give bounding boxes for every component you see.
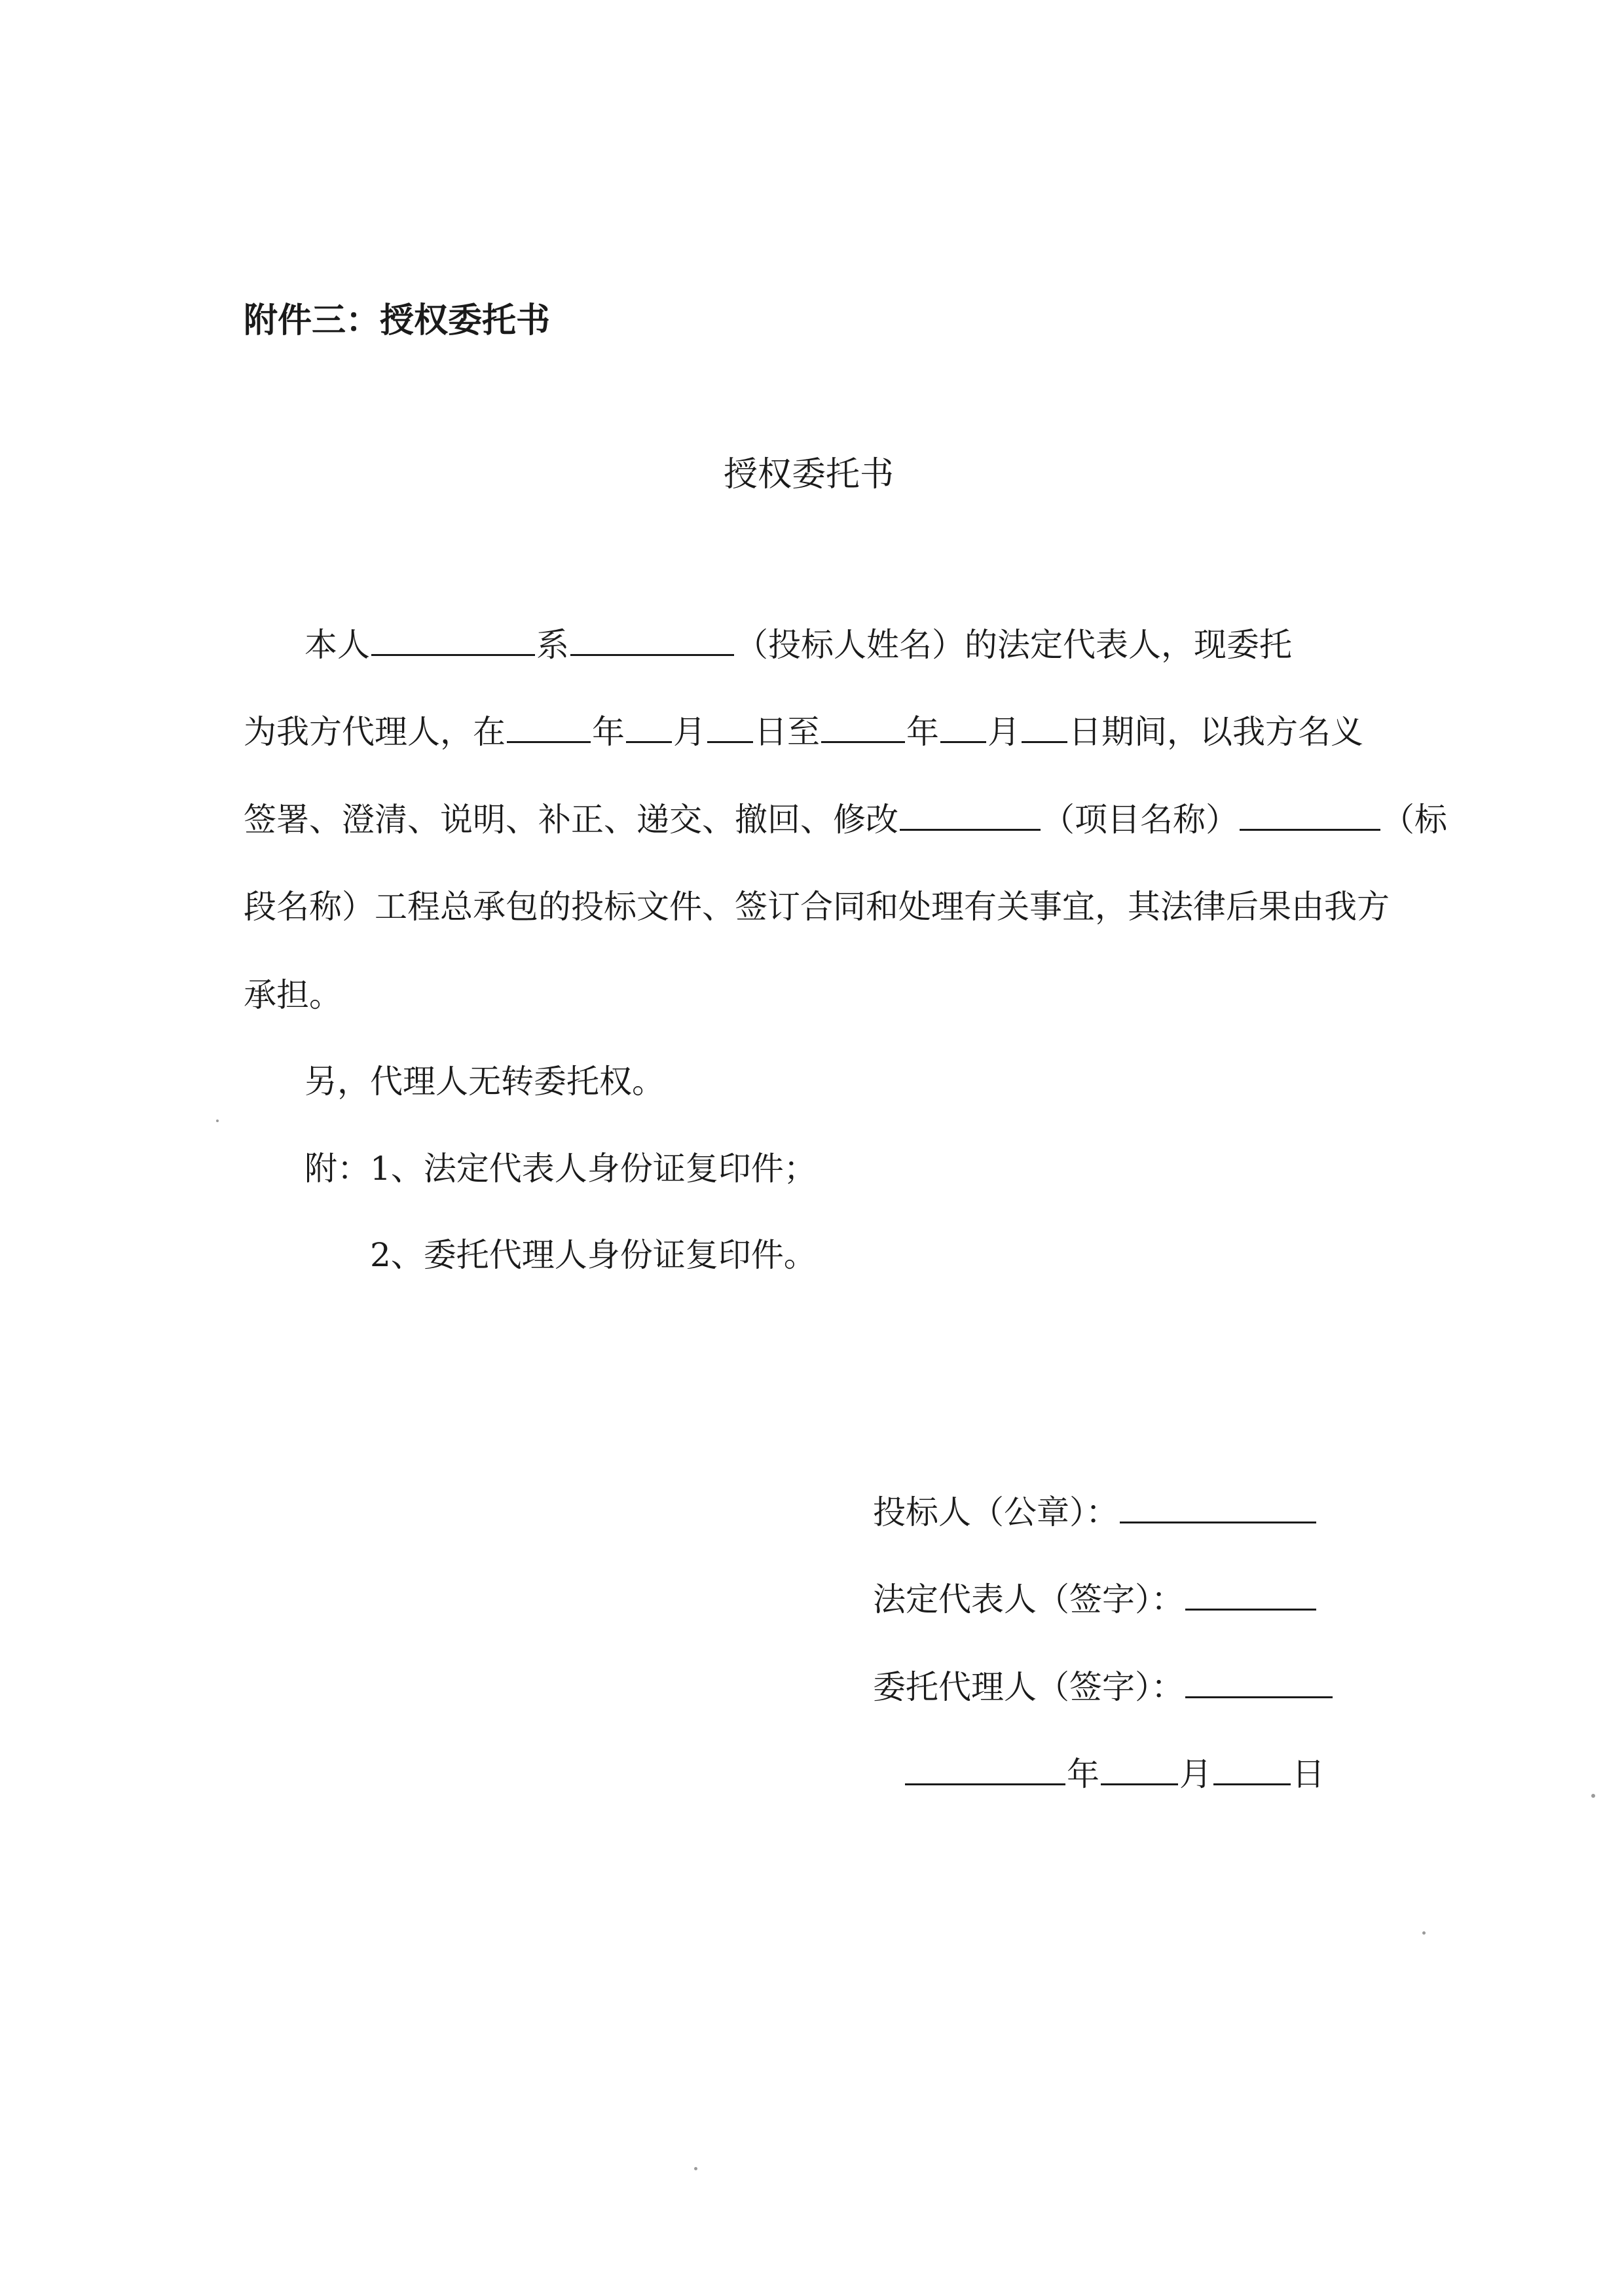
legal-rep-sign-row <box>873 1580 1318 1619</box>
sign-day-label: 日 <box>1292 1755 1325 1793</box>
body-line-5: 承担。 <box>244 976 342 1014</box>
start-day-blank[interactable] <box>707 712 753 743</box>
sign-month-blank[interactable] <box>1101 1755 1178 1785</box>
text-project-name: （项目名称） <box>1042 801 1238 839</box>
scan-speck <box>1591 1794 1595 1798</box>
agent-sign-label: 委托代理人（签字）： <box>873 1668 1184 1706</box>
end-month-blank[interactable] <box>940 712 986 743</box>
attachment-heading: 附件三：授权委托书 <box>244 301 551 340</box>
text-year-2: 年 <box>906 713 939 751</box>
project-name-blank[interactable] <box>900 800 1041 831</box>
text-xi: 系 <box>536 626 569 664</box>
text-month-2: 月 <box>987 713 1020 751</box>
legal-rep-sign-label: 法定代表人（签字）： <box>873 1580 1184 1618</box>
sign-year-blank[interactable] <box>905 1755 1065 1785</box>
sign-day-blank[interactable] <box>1213 1755 1291 1785</box>
section-name-blank[interactable] <box>1240 800 1380 831</box>
text-period-clause: 日期间，以我方名义 <box>1069 713 1363 751</box>
end-year-blank[interactable] <box>821 712 905 743</box>
bidder-seal-row <box>873 1493 1318 1532</box>
start-year-blank[interactable] <box>507 712 591 743</box>
name-blank[interactable] <box>371 625 535 656</box>
attachment-item-1: 附：1、法定代表人身份证复印件； <box>304 1150 817 1188</box>
start-month-blank[interactable] <box>626 712 672 743</box>
end-day-blank[interactable] <box>1022 712 1067 743</box>
scan-speck <box>1422 1931 1426 1935</box>
signature-date-row <box>904 1755 1325 1794</box>
body-line-4: 段名称）工程总承包的投标文件、签订合同和处理有关事宜，其法律后果由我方 <box>244 888 1390 926</box>
text-year-1: 年 <box>592 713 625 751</box>
agent-sign-row <box>873 1667 1334 1707</box>
text-day-to: 日至 <box>754 713 820 751</box>
text-benren: 本人 <box>304 626 370 664</box>
sign-year-label: 年 <box>1067 1755 1099 1793</box>
body-line-3 <box>244 800 1447 839</box>
sign-month-label: 月 <box>1179 1755 1212 1793</box>
agent-sign-blank[interactable] <box>1185 1667 1333 1698</box>
text-month-1: 月 <box>673 713 706 751</box>
scan-speck <box>694 2167 697 2170</box>
body-line-2 <box>244 712 1363 752</box>
bidder-seal-blank[interactable] <box>1120 1493 1316 1523</box>
text-agent-intro: 为我方代理人，在 <box>244 713 506 751</box>
attachment-item-2: 2、委托代理人身份证复印件。 <box>370 1236 817 1274</box>
body-line-1 <box>304 625 1292 665</box>
text-legal-rep-clause: （投标人姓名）的法定代表人，现委托 <box>735 626 1292 664</box>
bidder-seal-label: 投标人（公章）： <box>873 1493 1118 1531</box>
legal-rep-sign-blank[interactable] <box>1185 1580 1316 1611</box>
document-title: 授权委托书 <box>724 455 895 494</box>
bidder-name-blank[interactable] <box>570 625 734 656</box>
scan-speck <box>216 1120 219 1122</box>
text-actions: 签署、澄清、说明、补正、递交、撤回、修改 <box>244 801 898 839</box>
no-subdelegation-line: 另，代理人无转委托权。 <box>304 1063 665 1101</box>
text-section-start: （标 <box>1382 801 1447 839</box>
